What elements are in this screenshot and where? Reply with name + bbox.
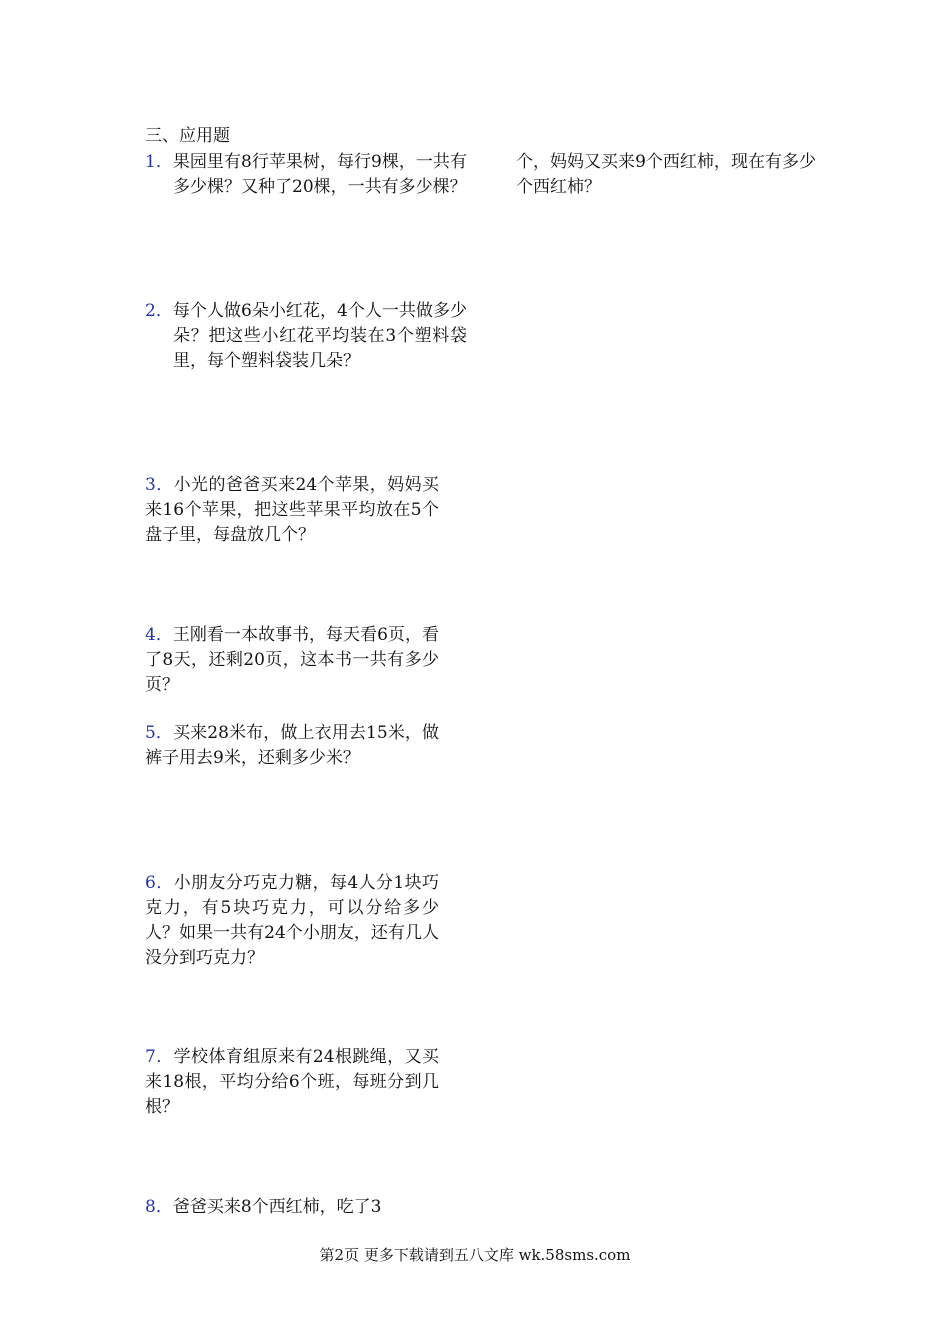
problem-text: 王刚看一本故事书，每天看6页，看了8天，还剩20页，这本书一共有多少页？ xyxy=(145,625,439,695)
problem-3 xyxy=(145,473,439,548)
problem-1 xyxy=(145,150,467,200)
section-title: 三、应用题 xyxy=(145,126,230,146)
problem-text: 买来28米布，做上衣用去15米，做裤子用去9米，还剩多少米？ xyxy=(145,723,439,768)
problem-number: 3． xyxy=(145,475,174,495)
page-footer: 第2页 更多下载请到五八文库 wk.58sms.com xyxy=(319,1246,631,1264)
problem-number: 6． xyxy=(145,873,174,893)
problem-8-continuation: 个，妈妈又买来9个西红柿，现在有多少个西红柿？ xyxy=(516,152,816,197)
problem-6 xyxy=(145,871,439,971)
problem-text: 每个人做6朵小红花，4个人一共做多少朵？把这些小红花平均装在3个塑料袋里，每个塑料袋装几朵？ xyxy=(172,301,467,371)
problem-5 xyxy=(145,721,439,771)
problem-number: 5． xyxy=(145,723,174,743)
problem-number: 7． xyxy=(145,1047,174,1067)
right-column xyxy=(516,150,816,200)
problem-number: 1． xyxy=(145,152,173,172)
problem-7 xyxy=(145,1045,439,1120)
problem-text: 小朋友分巧克力糖，每4人分1块巧克力，有5块巧克力，可以分给多少人？如果一共有24个小朋友，还有几人没分到巧克力？ xyxy=(145,873,439,968)
problem-text: 果园里有8行苹果树，每行9棵，一共有多少棵？又种了20棵，一共有多少棵？ xyxy=(172,152,467,197)
problem-number: 8． xyxy=(145,1197,173,1217)
problem-text: 小光的爸爸买来24个苹果，妈妈买来16个苹果，把这些苹果平均放在5个盘子里，每盘放几个？ xyxy=(145,475,439,545)
problem-number: 4． xyxy=(145,625,173,645)
problem-2 xyxy=(145,299,467,374)
problem-4 xyxy=(145,623,439,698)
problem-number: 2． xyxy=(145,301,173,321)
problem-text: 学校体育组原来有24根跳绳，又买来18根，平均分给6个班，每班分到几根？ xyxy=(145,1047,439,1117)
problem-8 xyxy=(145,1195,439,1220)
problem-text: 爸爸买来8个西红柿，吃了3 xyxy=(172,1197,382,1217)
